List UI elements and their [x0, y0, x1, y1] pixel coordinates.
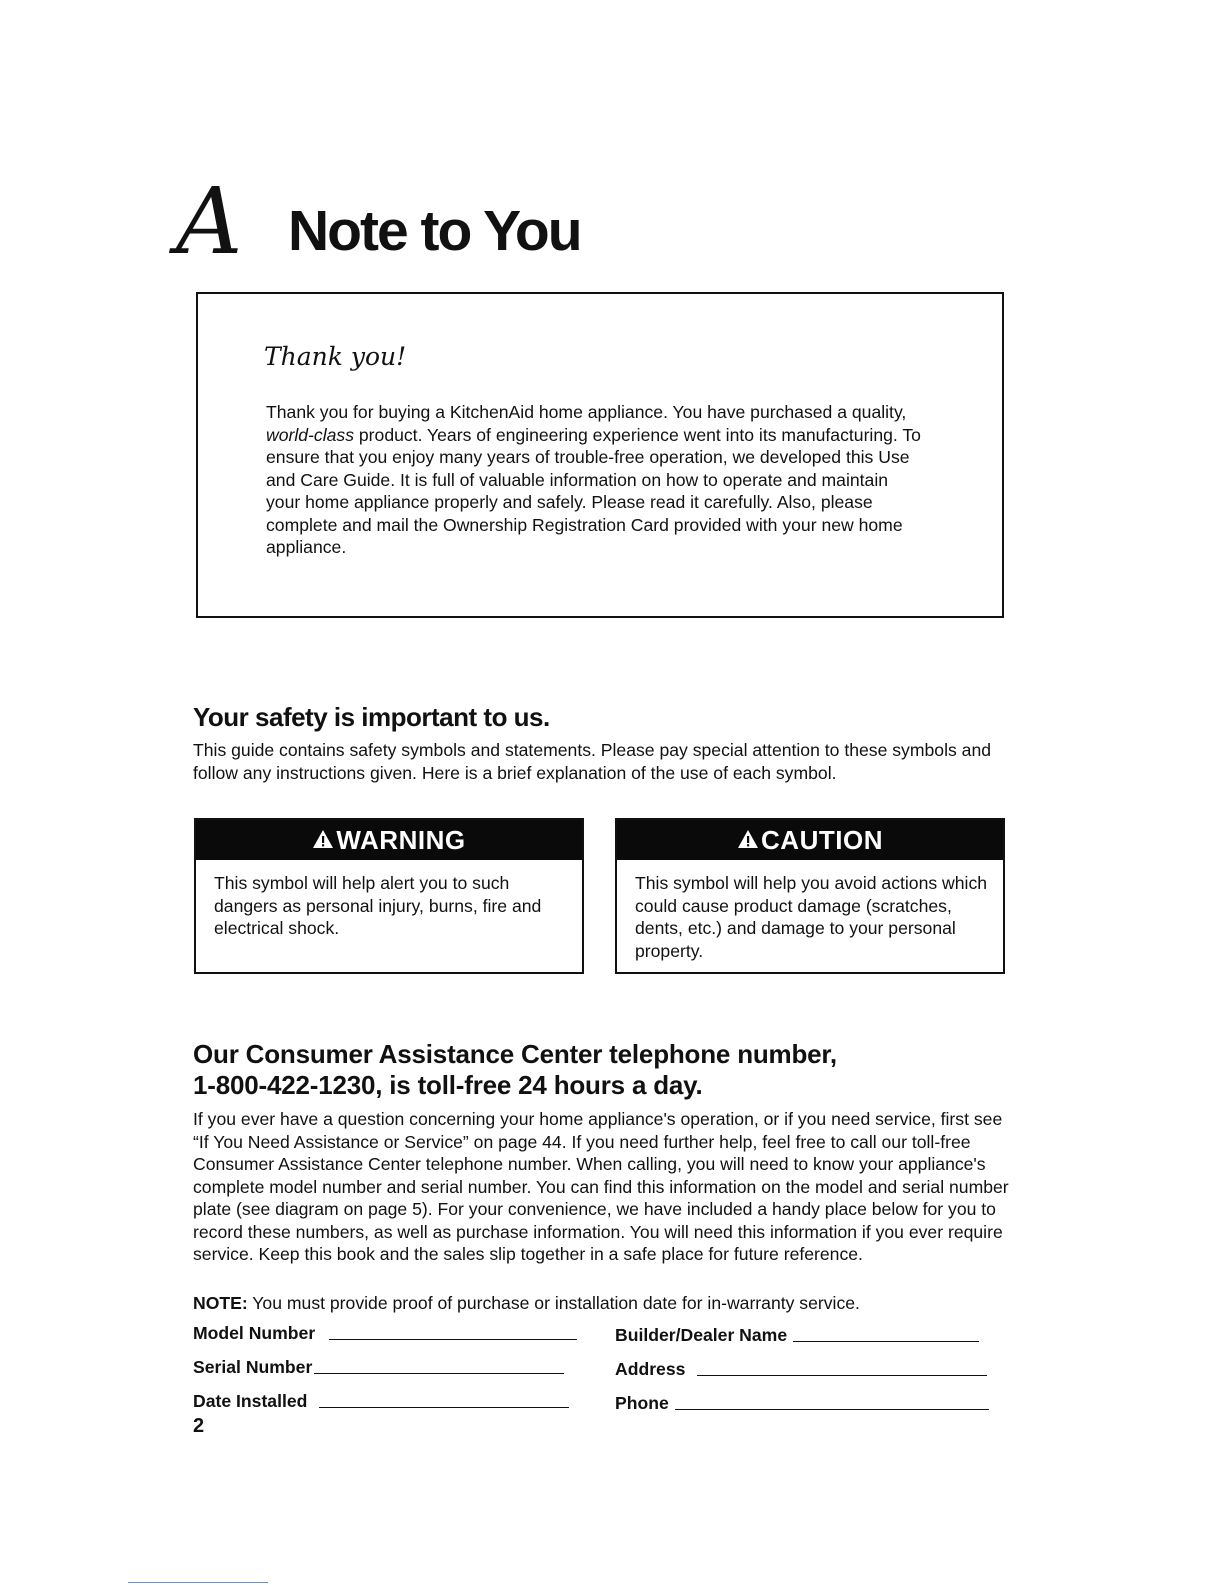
thank-you-emphasis: world-class — [266, 424, 354, 445]
address-label: Address — [615, 1359, 686, 1379]
warning-label: WARNING — [336, 824, 466, 855]
thank-you-text-1: Thank you for buying a KitchenAid home appliance. You have purchased a quality, — [266, 402, 907, 422]
address-field — [615, 1356, 987, 1380]
thank-you-text-2: product. Years of engineering experience went into its manufacturing. To ensure that you enjoy many years of trouble-free operation, we developed this Use and Care Guide. It is full of valuable information on how to operate and maintain your home appliance properly and safely. Please read it carefully. Also, please complete and mail the Ownership Registration Card provided with your new home appliance. — [266, 424, 921, 557]
note-label: NOTE: — [193, 1293, 248, 1313]
model-number-field — [193, 1320, 577, 1344]
phone-label: Phone — [615, 1393, 669, 1413]
builder-dealer-line[interactable] — [793, 1340, 979, 1342]
consumer-heading-line-2: 1-800-422-1230, is toll-free 24 hours a day. — [193, 1070, 703, 1100]
safety-body: This guide contains safety symbols and statements. Please pay special attention to these symbols and follow any instructions given. Here is a brief explanation of the use of each symbol. — [193, 740, 992, 783]
caution-banner — [617, 820, 1003, 860]
caution-box — [615, 818, 1005, 974]
date-installed-label: Date Installed — [193, 1391, 308, 1411]
model-number-line[interactable] — [329, 1338, 577, 1340]
scan-edge-line — [128, 1582, 268, 1583]
builder-dealer-field — [615, 1322, 979, 1346]
serial-number-label: Serial Number — [193, 1357, 313, 1377]
caution-text: This symbol will help you avoid actions which could cause product damage (scratches, dents, etc.) and damage to your personal property. — [635, 873, 988, 961]
thank-you-body — [266, 401, 926, 559]
warning-triangle-icon — [312, 829, 334, 849]
consumer-heading-line-1: Our Consumer Assistance Center telephone number, — [193, 1039, 837, 1069]
serial-number-line[interactable] — [314, 1372, 564, 1374]
date-installed-field — [193, 1388, 569, 1412]
consumer-heading — [193, 1039, 1093, 1101]
title-initial: A — [176, 168, 241, 275]
safety-heading: Your safety is important to us. — [193, 702, 550, 732]
caution-label: CAUTION — [761, 824, 883, 855]
warning-text: This symbol will help alert you to such dangers as personal injury, burns, fire and electrical shock. — [214, 873, 542, 938]
address-line[interactable] — [697, 1374, 987, 1376]
phone-field — [615, 1390, 989, 1414]
thank-you-heading: Thank you! — [264, 342, 407, 371]
note-text: You must provide proof of purchase or installation date for in-warranty service. — [247, 1293, 860, 1313]
phone-line[interactable] — [675, 1408, 989, 1410]
model-number-label: Model Number — [193, 1323, 316, 1343]
serial-number-field — [193, 1354, 564, 1378]
page-title: Note to You — [288, 199, 581, 263]
caution-triangle-icon — [737, 829, 759, 849]
warning-banner — [196, 820, 582, 860]
builder-dealer-label: Builder/Dealer Name — [615, 1325, 788, 1345]
page-number: 2 — [193, 1415, 205, 1437]
note-line — [193, 1292, 860, 1314]
consumer-body: If you ever have a question concerning your home appliance's operation, or if you need service, first see “If You Need Assistance or Service” on page 44. If you need further help, feel free to call our toll-free Consumer Assistance Center telephone number. When calling, you will need to know your appliance's complete model number and serial number. You can find this information on the model and serial number plate (see diagram on page 5). For your convenience, we have included a handy place below for you to record these numbers, as well as purchase information. You will need this information if you ever require service. Keep this book and the sales slip together in a safe place for future reference. — [193, 1109, 1009, 1264]
warning-box — [194, 818, 584, 974]
date-installed-line[interactable] — [319, 1406, 569, 1408]
